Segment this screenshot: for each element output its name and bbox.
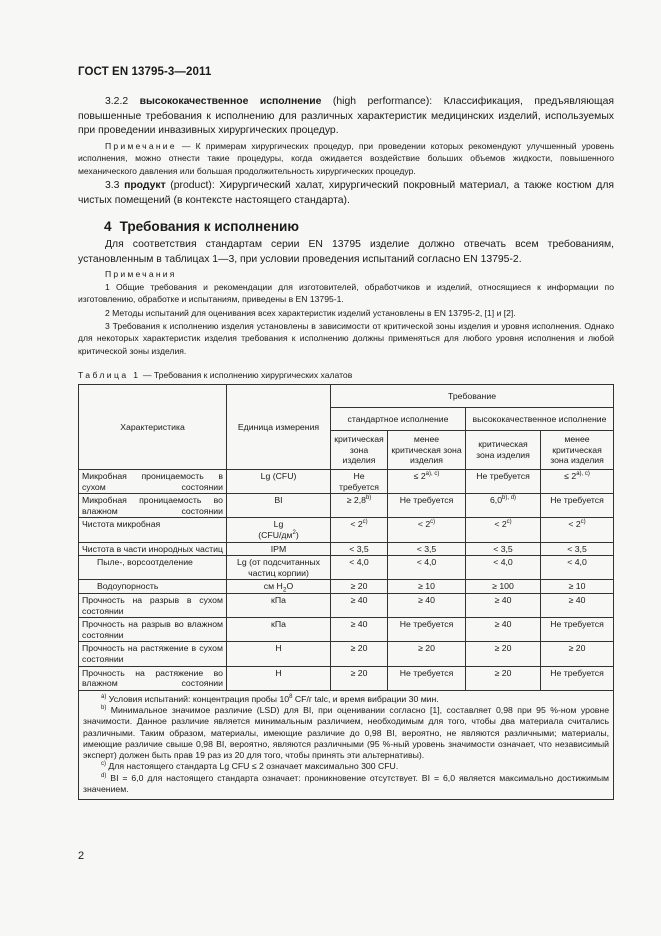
row-unit: BI <box>227 494 331 518</box>
header-requirement: Требование <box>331 385 614 408</box>
note-3-2-2 <box>78 140 614 177</box>
row-name: Чистота микробная <box>79 518 227 542</box>
table-row <box>79 518 614 542</box>
row-name: Пыле-, ворсоотделение <box>79 556 227 580</box>
header-unit: Единица измерения <box>227 385 331 470</box>
cell: Не требуется <box>388 666 466 690</box>
cell: < $2^{c)}$ <box>466 518 541 542</box>
cell: ≥ 20 <box>541 642 614 666</box>
cell: ≤ $2^{a), c)}$ <box>541 470 614 494</box>
cell: ≤ $2^{a), c)}$ <box>388 470 466 494</box>
note-text: — К примерам хирургических процедур, при проведении которых рекомендуют улучшенный уровень исполнения, можно отнести такие процедуры, когда ожидается воздействие больших объемов жидкости, повышенного механического давления или большая продолжительность хирургических процедур. <box>78 141 614 176</box>
table-footnotes <box>79 690 614 800</box>
note-item: 3 Требования к исполнению изделия установлены в зависимости от критической зоны изделия и уровня исполнения. Однако для некоторых характеристик изделия требования к исполнению должны применяться для любого уровня исполнения и любой критической зоны изделия. <box>78 321 614 356</box>
cell: ≥ 20 <box>466 666 541 690</box>
cell: < 3,5 <box>541 542 614 556</box>
header-high: высококачественное исполнение <box>466 408 614 431</box>
cell: < $2^{c)}$ <box>388 518 466 542</box>
definition: (product): Хирургический халат, хирургический покровный материал, а также костюм для чистых помещений (в контексте настоящего стандарта). <box>78 180 615 206</box>
section-4-paragraph: Для соответствия стандартам серии EN 13795 изделие должно отвечать всем требованиям, установленным в таблицах 1—3, при условии проведения испытаний согласно EN 13795-2. <box>78 239 614 265</box>
cell: ≥ 40 <box>331 618 388 642</box>
clause-number: 3.3 <box>105 180 120 191</box>
note-label: Примечание <box>105 141 177 151</box>
table-header-row <box>79 385 614 408</box>
cell: < 4,0 <box>466 556 541 580</box>
row-name: Микробная проницаемость в сухом состоянии <box>79 470 227 494</box>
table-row <box>79 556 614 580</box>
footnote-b: $^{b)}$ Минимальное значимое различие (LSD) для BI, при оценивании согласно [1], составляет 0,98 при 95 %-ном уровне значимости. Данное различие является минимальным различием, необходимым для того, чтобы два материала считались различными. Таким образом, материалы, имеющие различие до 0,98 BI, вероятно, не являются различными; материалы, имеющие различие свыше 0,98 BI, вероятно, являются различными (95 %-ный уровень значимости означает, что независимый эксперт) должен быть прав 19 раз из 20 для того, чтобы принять эти альтернативы). <box>83 704 610 761</box>
cell: $6,0^{b), d)}$ <box>466 494 541 518</box>
row-unit: кПа <box>227 593 331 617</box>
cell: ≥ 40 <box>541 593 614 617</box>
row-name: Прочность на разрыв во влажном состоянии <box>79 618 227 642</box>
cell: ≥ 20 <box>331 666 388 690</box>
cell: ≥ $2,8^{b)}$ <box>331 494 388 518</box>
row-name: Прочность на растяжение в сухом состоянии <box>79 642 227 666</box>
header-less-critical-high: менее критическая зона изделия <box>541 431 614 470</box>
document-header: ГОСТ EN 13795-3—2011 <box>78 66 212 78</box>
clause-3-2-2 <box>78 95 614 139</box>
header-critical: критическая зона изделия <box>331 431 388 470</box>
cell: Не требуется <box>388 494 466 518</box>
clause-3-3 <box>78 179 614 208</box>
cell: Не требуется <box>541 666 614 690</box>
note-item: 1 Общие требования и рекомендации для изготовителей, обработчиков и изделий, относящиеся к информации по изготовлению, обработке и испытаниям, приведены в EN 13795-1. <box>78 282 614 305</box>
cell: Не требуется <box>541 494 614 518</box>
term: продукт <box>124 180 166 191</box>
cell: ≥ 20 <box>388 642 466 666</box>
table-row <box>79 618 614 642</box>
cell: < 4,0 <box>388 556 466 580</box>
table-row <box>79 642 614 666</box>
cell: ≥ 10 <box>541 580 614 594</box>
term: высококачественное исполнение <box>139 96 322 107</box>
cell: ≥ 40 <box>388 593 466 617</box>
row-unit: кПа <box>227 618 331 642</box>
cell: < 3,5 <box>388 542 466 556</box>
note-item: 2 Методы испытаний для оценивания всех характеристик изделий установлены в EN 13795-2, [1] и [2]. <box>105 308 516 318</box>
cell: < 4,0 <box>541 556 614 580</box>
cell: < 3,5 <box>331 542 388 556</box>
cell: < 4,0 <box>331 556 388 580</box>
row-unit: IPM <box>227 542 331 556</box>
table-row <box>79 580 614 594</box>
header-less-critical: менее критическая зона изделия <box>388 431 466 470</box>
cell: ≥ 40 <box>466 618 541 642</box>
notes-label: Примечания <box>105 269 177 279</box>
header-characteristic: Характеристика <box>79 385 227 470</box>
header-standard: стандартное исполнение <box>331 408 466 431</box>
cell: Не требуется <box>466 470 541 494</box>
table-row <box>79 494 614 518</box>
cell: < 3,5 <box>466 542 541 556</box>
cell: Не требуется <box>388 618 466 642</box>
footnote-c: $^{c)}$ Для настоящего стандарта Lg CFU ≤ 2 означает максимально 300 CFU. <box>101 761 399 772</box>
row-name: Прочность на растяжение во влажном состоянии <box>79 666 227 690</box>
row-unit: Н <box>227 642 331 666</box>
cell: < $2^{c)}$ <box>541 518 614 542</box>
cell: < $2^{c)}$ <box>331 518 388 542</box>
clause-number: 3.2.2 <box>105 96 129 107</box>
header-critical-high: критическая зона изделия <box>466 431 541 470</box>
row-name: Водоупорность <box>79 580 227 594</box>
cell: ≥ 40 <box>466 593 541 617</box>
cell: ≥ 20 <box>331 642 388 666</box>
cell: ≥ 20 <box>466 642 541 666</box>
cell: ≥ 40 <box>331 593 388 617</box>
requirements-table <box>78 384 614 800</box>
cell: Не требуется <box>541 618 614 642</box>
table-row <box>79 666 614 690</box>
row-unit: см $H_2O$ <box>227 580 331 594</box>
footnote-a: $^{a)}$ Условия испытаний: концентрация пробы $10^8$ CF/г talc, и время вибрации 30 мин. <box>101 693 439 704</box>
table-row <box>79 470 614 494</box>
row-name: Микробная проницаемость во влажном состоянии <box>79 494 227 518</box>
row-name: Чистота в части инородных частиц <box>79 542 227 556</box>
page-number: 2 <box>78 850 85 862</box>
footnote-d: $^{d)}$ BI = 6,0 для настоящего стандарта означает: проникновение отсутствует. BI = 6,0 является максимально достижимым значением. <box>83 772 610 795</box>
row-name: Прочность на разрыв в сухом состоянии <box>79 593 227 617</box>
definition: (high performance): Классификация, предъявляющая повышенные требования к исполнению для различных характеристик медицинских изделий, используемых при проведении инвазивных хирургических процедур. <box>78 96 614 137</box>
row-unit: Н <box>227 666 331 690</box>
row-unit: Lg (от подсчитанных частиц корпии) <box>227 556 331 580</box>
cell: ≥ 10 <box>388 580 466 594</box>
cell: ≥ 100 <box>466 580 541 594</box>
cell: Не требуется <box>331 470 388 494</box>
table-caption: Таблица 1 — Требования к исполнению хирургических халатов <box>78 370 353 380</box>
table-row <box>79 542 614 556</box>
row-unit: Lg (CFU) <box>227 470 331 494</box>
table-row <box>79 593 614 617</box>
row-unit: Lg $(CFU/дм^2)$ <box>227 518 331 542</box>
section-heading: 4 Требования к исполнению <box>104 219 300 234</box>
cell: ≥ 20 <box>331 580 388 594</box>
